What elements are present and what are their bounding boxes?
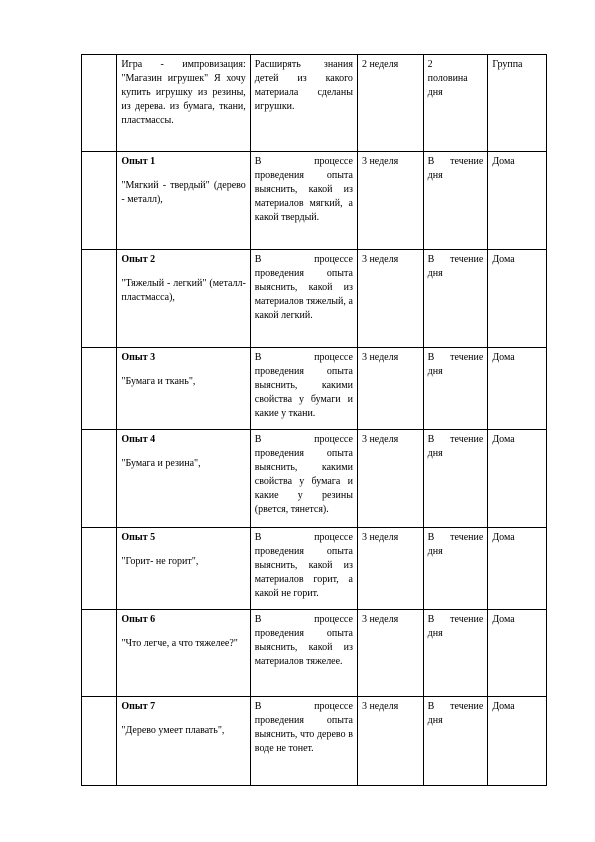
place-text: Группа bbox=[492, 59, 523, 70]
week-cell bbox=[357, 250, 423, 348]
experiment-title: Опыт 3 bbox=[121, 352, 156, 363]
goal-text: В процессе проведения опыта выяснить, какой из материалов горит, а какой не горит. bbox=[254, 532, 353, 599]
table-row bbox=[82, 250, 547, 348]
place-cell bbox=[488, 610, 547, 697]
activity-text: "Бумага и ткань", bbox=[121, 376, 196, 387]
time-text: В течение дня bbox=[427, 156, 484, 181]
goal-cell bbox=[250, 528, 357, 610]
week-text: 3 неделя bbox=[361, 532, 399, 543]
table-row bbox=[82, 430, 547, 528]
week-text: 3 неделя bbox=[361, 701, 399, 712]
time-text: В течение дня bbox=[427, 614, 484, 639]
activity-text: "Тяжелый - легкий" (металл-пластмасса), bbox=[121, 278, 246, 303]
place-cell bbox=[488, 348, 547, 430]
week-cell bbox=[357, 152, 423, 250]
place-text: Дома bbox=[492, 614, 515, 625]
table-row bbox=[82, 697, 547, 786]
week-text: 3 неделя bbox=[361, 156, 399, 167]
activity-text: "Дерево умеет плавать", bbox=[121, 725, 225, 736]
table-row bbox=[82, 528, 547, 610]
experiment-title: Опыт 2 bbox=[121, 254, 156, 265]
plan-table bbox=[81, 54, 547, 786]
activity-cell bbox=[117, 55, 250, 152]
time-cell bbox=[423, 697, 488, 786]
time-text: В течение дня bbox=[427, 434, 484, 459]
place-cell bbox=[488, 55, 547, 152]
week-text: 2 неделя bbox=[361, 59, 399, 70]
table-row bbox=[82, 610, 547, 697]
place-cell bbox=[488, 430, 547, 528]
time-text: В течение дня bbox=[427, 701, 484, 726]
time-text: 2 половина дня bbox=[427, 59, 468, 98]
week-cell bbox=[357, 528, 423, 610]
place-text: Дома bbox=[492, 156, 515, 167]
empty-cell bbox=[82, 250, 117, 348]
week-text: 3 неделя bbox=[361, 254, 399, 265]
time-cell bbox=[423, 430, 488, 528]
goal-text: В процессе проведения опыта выяснить, что дерево в воде не тонет. bbox=[254, 701, 353, 754]
week-cell bbox=[357, 610, 423, 697]
experiment-title: Опыт 5 bbox=[121, 532, 156, 543]
goal-cell bbox=[250, 697, 357, 786]
week-cell bbox=[357, 55, 423, 152]
time-text: В течение дня bbox=[427, 254, 484, 279]
table-row bbox=[82, 348, 547, 430]
experiment-title: Опыт 7 bbox=[121, 701, 156, 712]
time-text: В течение дня bbox=[427, 532, 484, 557]
empty-cell bbox=[82, 152, 117, 250]
place-text: Дома bbox=[492, 434, 515, 445]
empty-cell bbox=[82, 528, 117, 610]
time-cell bbox=[423, 348, 488, 430]
time-cell bbox=[423, 55, 488, 152]
goal-text: Расширять знания детей из какого материала сделаны игрушки. bbox=[254, 59, 353, 112]
time-cell bbox=[423, 152, 488, 250]
goal-text: В процессе проведения опыта выяснить, какой из материалов тяжелый, а какой легкий. bbox=[254, 254, 353, 321]
activity-text: "Горит- не горит", bbox=[121, 556, 199, 567]
empty-cell bbox=[82, 610, 117, 697]
activity-cell bbox=[117, 528, 250, 610]
place-cell bbox=[488, 697, 547, 786]
place-text: Дома bbox=[492, 701, 515, 712]
week-text: 3 неделя bbox=[361, 434, 399, 445]
activity-text: "Что легче, а что тяжелее?" bbox=[121, 638, 238, 649]
table-row bbox=[82, 152, 547, 250]
week-cell bbox=[357, 430, 423, 528]
time-cell bbox=[423, 528, 488, 610]
experiment-title: Опыт 4 bbox=[121, 434, 156, 445]
activity-cell bbox=[117, 610, 250, 697]
goal-text: В процессе проведения опыта выяснить, какими свойства у бумаги и какие у ткани. bbox=[254, 352, 353, 419]
place-cell bbox=[488, 152, 547, 250]
activity-text: "Мягкий - твердый" (дерево - металл), bbox=[121, 180, 246, 205]
activity-cell bbox=[117, 152, 250, 250]
experiment-title: Опыт 1 bbox=[121, 156, 156, 167]
goal-text: В процессе проведения опыта выяснить, какой из материалов тяжелее. bbox=[254, 614, 353, 667]
empty-cell bbox=[82, 55, 117, 152]
goal-text: В процессе проведения опыта выяснить, какой из материалов мягкий, а какой твердый. bbox=[254, 156, 353, 223]
goal-cell bbox=[250, 348, 357, 430]
goal-text: В процессе проведения опыта выяснить, какими свойства у бумага и какие у резины (рвется, тянется). bbox=[254, 434, 353, 515]
place-text: Дома bbox=[492, 352, 515, 363]
time-cell bbox=[423, 610, 488, 697]
empty-cell bbox=[82, 697, 117, 786]
experiment-title: Опыт 6 bbox=[121, 614, 156, 625]
activity-cell bbox=[117, 250, 250, 348]
week-text: 3 неделя bbox=[361, 614, 399, 625]
activity-cell bbox=[117, 348, 250, 430]
empty-cell bbox=[82, 430, 117, 528]
goal-cell bbox=[250, 152, 357, 250]
empty-cell bbox=[82, 348, 117, 430]
activity-cell bbox=[117, 697, 250, 786]
goal-cell bbox=[250, 250, 357, 348]
place-text: Дома bbox=[492, 532, 515, 543]
week-cell bbox=[357, 348, 423, 430]
activity-cell bbox=[117, 430, 250, 528]
week-cell bbox=[357, 697, 423, 786]
goal-cell bbox=[250, 610, 357, 697]
place-cell bbox=[488, 250, 547, 348]
activity-text: Игра - импровизация: "Магазин игрушек" Я хочу купить игрушку из резины, из дерева. из бумага, ткани, пластмассы. bbox=[121, 59, 246, 126]
goal-cell bbox=[250, 430, 357, 528]
table-row bbox=[82, 55, 547, 152]
place-cell bbox=[488, 528, 547, 610]
time-text: В течение дня bbox=[427, 352, 484, 377]
activity-text: "Бумага и резина", bbox=[121, 458, 201, 469]
place-text: Дома bbox=[492, 254, 515, 265]
goal-cell bbox=[250, 55, 357, 152]
time-cell bbox=[423, 250, 488, 348]
week-text: 3 неделя bbox=[361, 352, 399, 363]
